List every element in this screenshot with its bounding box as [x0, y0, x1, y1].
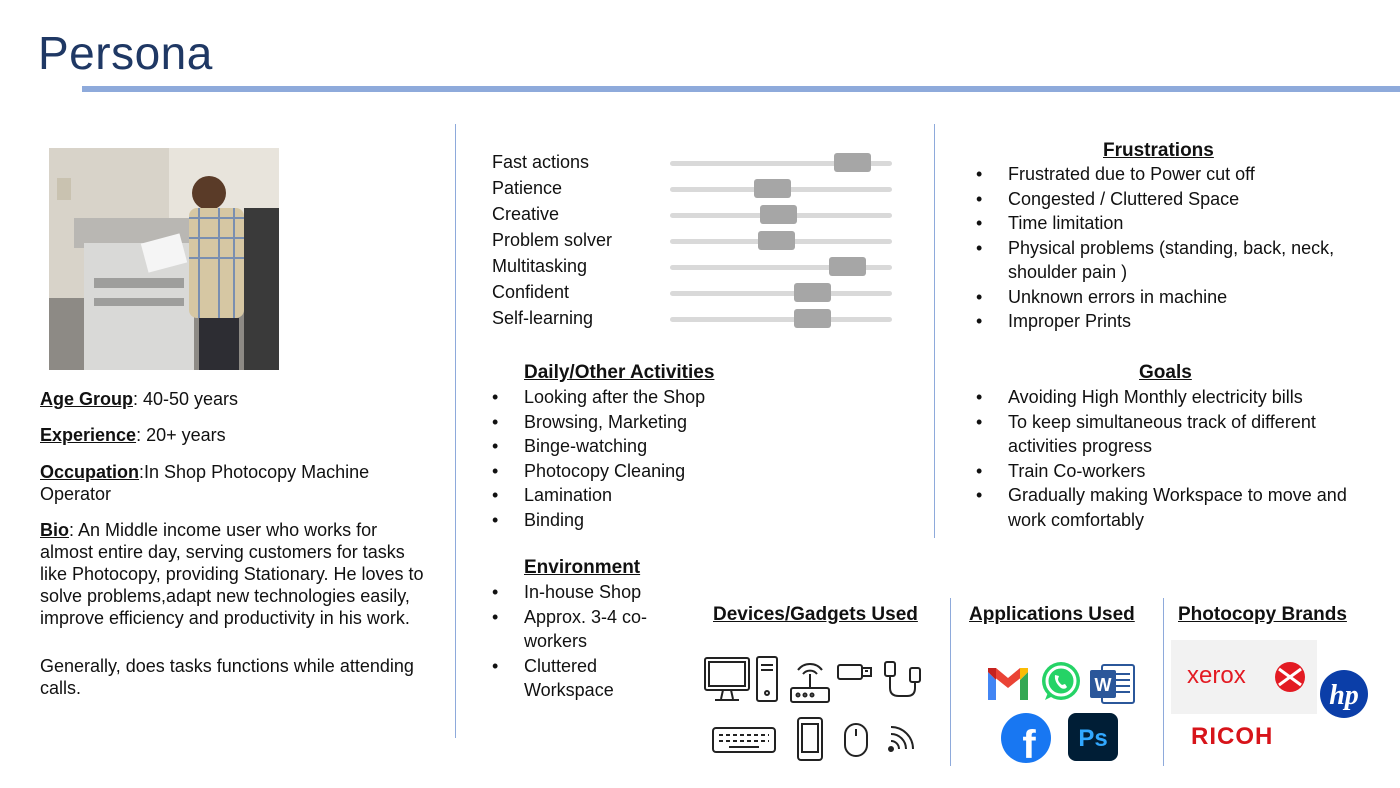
mouse-icon: [842, 722, 870, 763]
column-divider-right: [934, 124, 935, 538]
activity-item: • Binge-watching: [492, 434, 752, 459]
frustration-item: • Congested / Cluttered Space: [976, 187, 1376, 212]
bio-extra: Generally, does tasks functions while attending calls.: [40, 656, 414, 698]
trait-label: Multitasking: [492, 256, 588, 276]
frustration-item: • Time limitation: [976, 211, 1376, 236]
trait-slider-knob: [758, 231, 795, 250]
devices-heading: Devices/Gadgets Used: [713, 604, 918, 625]
facebook-letter: f: [1022, 723, 1036, 764]
applications-heading: Applications Used: [969, 604, 1135, 625]
environment-list: [492, 580, 672, 703]
activities-heading: Daily/Other Activities: [524, 362, 715, 383]
trait-slider-knob: [834, 153, 871, 172]
xerox-text: xerox: [1187, 662, 1246, 689]
age-label: Age Group: [40, 389, 133, 409]
title-divider: [82, 86, 1400, 92]
age-value: : 40-50 years: [133, 389, 239, 409]
frustration-item: • Improper Prints: [976, 309, 1376, 334]
trait-slider-knob: [794, 309, 831, 328]
column-divider-left: [455, 124, 456, 738]
experience: [40, 424, 435, 446]
goal-item: • Avoiding High Monthly electricity bills: [976, 385, 1366, 410]
trait-slider-track: [670, 317, 892, 322]
trait-slider-knob: [794, 283, 831, 302]
environment-item: • In-house Shop: [492, 580, 672, 605]
cable-icon: [881, 658, 927, 705]
desktop-computer-icon: [703, 655, 781, 710]
photoshop-icon: [1067, 712, 1119, 767]
divider-brands: [1163, 598, 1164, 766]
wifi-icon: [884, 720, 924, 761]
trait-slider-knob: [754, 179, 791, 198]
trait-slider-knob: [760, 205, 797, 224]
trait-slider-track: [670, 291, 892, 296]
router-icon: [788, 662, 832, 711]
trait-label: Fast actions: [492, 152, 590, 172]
environment-heading: Environment: [524, 557, 641, 578]
hp-text: hp: [1329, 680, 1359, 711]
frustration-item: • Physical problems (standing, back, neck, shoulder pain ): [976, 236, 1376, 285]
bio-label: Bio: [40, 520, 69, 540]
goal-item: • Gradually making Workspace to move and work comfortably: [976, 483, 1366, 532]
bio-value: : An Middle income user who works for almost entire day, serving customers for tasks like Photocopy, providing Stationary. He loves to solve problems,adapt new technologies easily, improve efficiency and productivity in his work.: [40, 520, 424, 628]
environment-item: • Approx. 3-4 co-workers: [492, 605, 672, 654]
age-group: [40, 388, 435, 410]
experience-label: Experience: [40, 425, 137, 445]
activity-item: • Lamination: [492, 483, 752, 508]
trait-label: Problem solver: [492, 230, 613, 250]
page-title: Persona: [38, 27, 213, 79]
goals-heading: Goals: [1139, 362, 1192, 383]
keyboard-icon: [711, 724, 777, 761]
activity-item: • Looking after the Shop: [492, 385, 752, 410]
goals-list: [976, 385, 1366, 532]
trait-label: Patience: [492, 178, 563, 198]
goal-item: • Train Co-workers: [976, 459, 1366, 484]
trait-label: Confident: [492, 282, 570, 302]
frustration-item: • Frustrated due to Power cut off: [976, 162, 1376, 187]
word-letter: W: [1094, 675, 1112, 695]
usb-drive-icon: [836, 660, 874, 689]
divider-apps: [950, 598, 951, 766]
frustration-item: • Unknown errors in machine: [976, 285, 1376, 310]
frustrations-list: [976, 162, 1376, 334]
whatsapp-icon: [1039, 660, 1083, 709]
experience-value: : 20+ years: [136, 425, 226, 445]
activities-list: [492, 385, 752, 532]
smartphone-icon: [796, 716, 824, 767]
activity-item: • Photocopy Cleaning: [492, 459, 752, 484]
goal-item: • To keep simultaneous track of different activities progress: [976, 410, 1366, 459]
ricoh-logo: RICOH: [1191, 723, 1274, 750]
trait-label: Self-learning: [492, 308, 594, 328]
bio: [40, 519, 435, 629]
frustrations-heading: Frustrations: [1103, 140, 1214, 161]
word-icon: [1088, 662, 1136, 711]
occupation-label: Occupation: [40, 462, 140, 482]
environment-item: • Cluttered Workspace: [492, 654, 672, 703]
hp-logo: [1319, 668, 1369, 725]
persona-photo: [49, 148, 279, 370]
photoshop-letters: Ps: [1078, 725, 1108, 752]
occupation-value: :In Shop Photocopy Machine Operator: [40, 462, 370, 504]
brands-heading: Photocopy Brands: [1178, 604, 1347, 625]
facebook-icon: [1000, 712, 1052, 769]
activity-item: • Binding: [492, 508, 752, 533]
activity-item: • Browsing, Marketing: [492, 410, 752, 435]
xerox-logo: [1171, 640, 1317, 714]
occupation: [40, 461, 420, 505]
trait-label: Creative: [492, 204, 560, 224]
gmail-icon: [985, 664, 1031, 709]
trait-slider-knob: [829, 257, 866, 276]
